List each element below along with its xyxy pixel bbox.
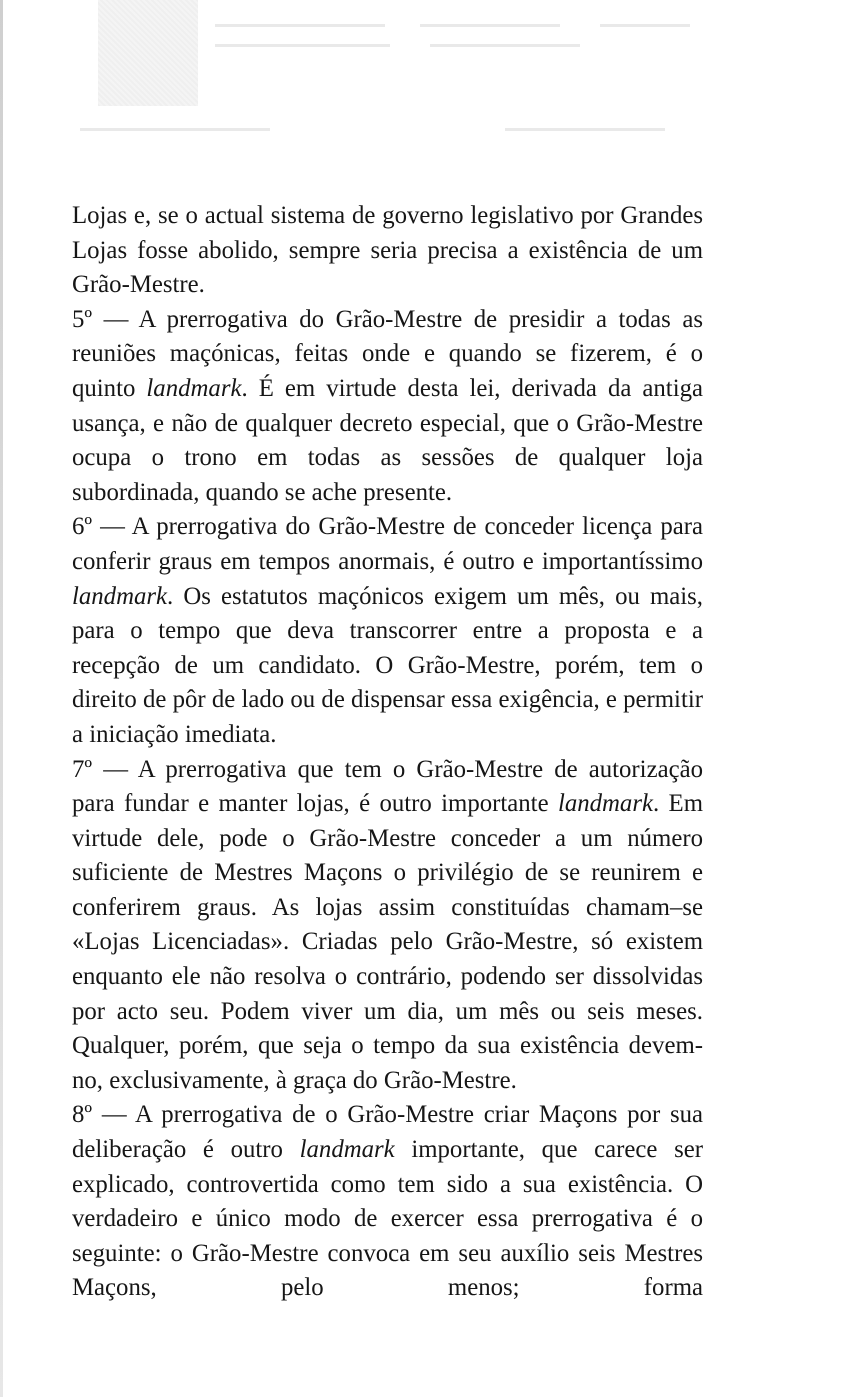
paragraph-landmark-7 bbox=[72, 753, 703, 1099]
bleed-through-line bbox=[420, 24, 560, 27]
text-run: . Em virtude dele, pode o Grão-Mestre conceder a um número suficiente de Mestres Maçons o privilégio de se reunirem e conferirem graus. As lojas assim constituídas chamam–se «Lojas Licenciadas». Criadas pelo Grão-Mestre, só existem enquanto ele não resolva o contrário, podendo ser dissolvidas por acto seu. Podem viver um dia, um mês ou seis meses. Qualquer, porém, que seja o tempo da sua existência devem-no, exclusivamente, à graça do Grão-Mestre. bbox=[72, 790, 703, 1094]
paragraph-landmark-5 bbox=[72, 303, 703, 511]
text-run: 7º — A prerrogativa que tem o Grão-Mestre de autorização para fundar e manter lojas, é outro importante bbox=[72, 755, 703, 818]
bleed-through-line bbox=[215, 24, 385, 27]
paragraph-landmark-8 bbox=[72, 1098, 703, 1306]
bleed-through-line bbox=[505, 128, 665, 131]
paragraph-landmark-6 bbox=[72, 510, 703, 752]
bleed-through-image bbox=[98, 0, 198, 106]
bleed-through-line bbox=[80, 128, 270, 131]
text-run: importante, que carece ser explicado, controvertida como tem sido a sua existência. O verdadeiro e único modo de exercer essa prerrogativa é o seguinte: o Grão-Mestre convoca em seu auxílio seis Mestres Maçons, pelo menos; forma bbox=[72, 1136, 704, 1302]
italic-term: landmark bbox=[299, 1136, 395, 1164]
italic-term: landmark bbox=[146, 374, 242, 402]
text-run: . É em virtude desta lei, derivada da antiga usança, e não de qualquer decreto especial, que o Grão-Mestre ocupa o trono em todas as sessões de qualquer loja subordinada, quando se ache presente. bbox=[72, 374, 703, 506]
text-run: . Os estatutos maçónicos exigem um mês, ou mais, para o tempo que deva transcorrer entre a proposta e a recepção de um candidato. O Grão-Mestre, porém, tem o direito de pôr de lado ou de dispensar essa exigência, e permitir a iniciação imediata. bbox=[72, 582, 703, 748]
italic-term: landmark bbox=[72, 582, 168, 610]
bleed-through-line bbox=[430, 44, 580, 47]
page-edge-shadow bbox=[0, 0, 3, 1397]
bleed-through-line bbox=[600, 24, 690, 27]
body-text bbox=[72, 199, 703, 1306]
bleed-through-line bbox=[215, 44, 390, 47]
text-run: 8º — A prerrogativa de o Grão-Mestre criar Maçons por sua deliberação é outro bbox=[72, 1101, 703, 1164]
text-run: Lojas e, se o actual sistema de governo legislativo por Grandes Lojas fosse abolido, sempre seria precisa a existência de um Grão-Mestre. bbox=[72, 202, 703, 299]
paragraph-continuation bbox=[72, 199, 703, 303]
text-run: 6º — A prerrogativa do Grão-Mestre de conceder licença para conferir graus em tempos anormais, é outro e importantíssimo bbox=[72, 513, 703, 575]
italic-term: landmark bbox=[557, 790, 653, 818]
text-run: 5º — A prerrogativa do Grão-Mestre de presidir a todas as reuniões maçónicas, feitas onde e quando se fizerem, é o quinto bbox=[72, 305, 703, 402]
